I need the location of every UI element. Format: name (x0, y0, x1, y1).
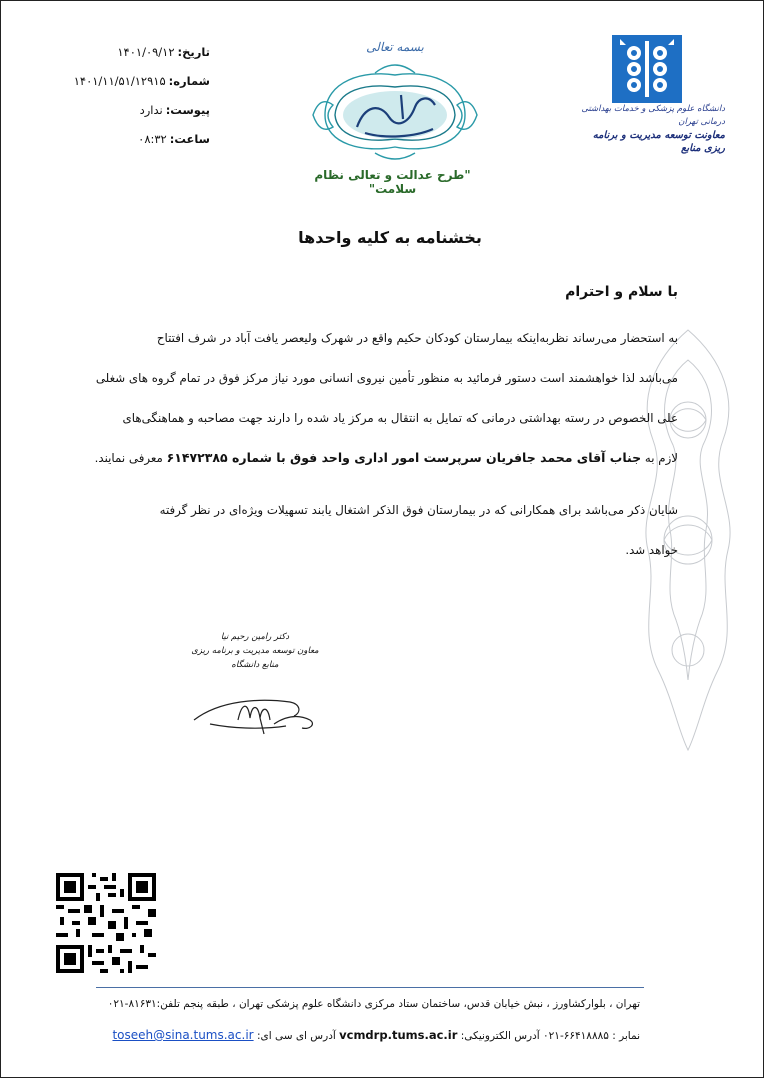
signatory-name: دکتر رامین رحیم نیا (220, 632, 290, 642)
footer-divider (96, 987, 644, 988)
fax-text: نمابر : ۶۶۴۱۸۸۸۵-۰۲۱ (543, 1030, 640, 1042)
date-row (70, 38, 210, 67)
letter-meta (70, 38, 210, 154)
attachment-label: پیوست: (165, 103, 210, 117)
date-value: ۱۴۰۱/۰۹/۱۲ (117, 45, 175, 59)
emblem-top-text: بسمه تعالی (366, 40, 424, 54)
website-link[interactable]: vcmdrp.tums.ac.ir (339, 1028, 458, 1042)
body-paragraph-1 (66, 318, 678, 478)
qr-code-icon (56, 873, 156, 973)
calligraphy-emblem-icon (305, 35, 485, 165)
paragraph-line: می‌باشد لذا خواهشمند است دستور فرمائید به منظور تأمین نیروی انسانی مورد نیاز مرکز فوق در تمام گروه های شغلی (95, 371, 678, 385)
handwritten-signature-icon (190, 680, 330, 740)
university-name: دانشگاه علوم پزشکی و خدمات بهداشتی درمانی تهران (581, 104, 725, 127)
salutation: با سلام و احترام (565, 284, 678, 300)
email-label: آدرس الکترونیکی: (460, 1030, 540, 1042)
signature-block (190, 630, 320, 672)
paragraph-line: به استحضار می‌رساند نظربه‌اینکه بیمارستان کودکان حکیم واقع در شهرک ولیعصر یافت آباد در شرف افتتاح (156, 331, 678, 345)
footer-contact-line (90, 1028, 640, 1042)
paragraph-line: علی الخصوص در رسته بهداشتی درمانی که تمایل به انتقال به مرکز یاد شده را دارند جهت مصاحبه و هماهنگی‌های (122, 411, 678, 425)
number-row (70, 67, 210, 96)
line-suffix: معرفی نمایند. (94, 451, 163, 465)
time-row (70, 125, 210, 154)
number-value: ۱۴۰۱/۱۱/۵۱/۱۲۹۱۵ (73, 74, 166, 88)
paragraph-line: شایان ذکر می‌باشد برای همکارانی که در بیمارستان فوق الذکر اشتغال یابند تسهیلات ویژه‌ای در نظر گرفته (159, 503, 678, 517)
number-label: شماره: (168, 74, 210, 88)
university-logo-icon (612, 35, 682, 103)
university-name-block (575, 103, 725, 155)
paragraph-line: خواهد شد. (625, 543, 678, 557)
date-label: تاریخ: (177, 45, 210, 59)
attachment-row (70, 96, 210, 125)
document-title: بخشنامه به کلیه واحدها (298, 228, 482, 247)
body-paragraph-2 (66, 490, 678, 570)
time-label: ساعت: (169, 132, 210, 146)
email-link[interactable]: toseeh@sina.tums.ac.ir (112, 1028, 254, 1042)
deputy-name: معاونت توسعه مدیریت و برنامه ریزی منابع (592, 130, 725, 154)
attachment-value: ندارد (139, 103, 163, 117)
footer-address: تهران ، بلوارکشاورز ، نبش خیابان قدس، ساختمان ستاد مرکزی دانشگاه علوم پزشکی تهران ، طبقه پنجم تلفن:۸۱۶۳۱-۰۲۱ (107, 998, 640, 1010)
line-prefix: لازم به (644, 451, 678, 465)
slogan: "طرح عدالت و تعالی نظام سلامت" (314, 168, 471, 196)
signatory-position: معاون توسعه مدیریت و برنامه ریزی منابع دانشگاه (191, 646, 319, 670)
paragraph-line (66, 438, 678, 478)
web-label: آدرس ای سی ای: (256, 1030, 336, 1042)
contact-person-highlight: جناب آقای محمد جافریان سرپرست امور اداری واحد فوق با شماره ۶۱۴۷۲۳۸۵ (166, 450, 642, 465)
time-value: ۰۸:۳۲ (138, 132, 167, 146)
